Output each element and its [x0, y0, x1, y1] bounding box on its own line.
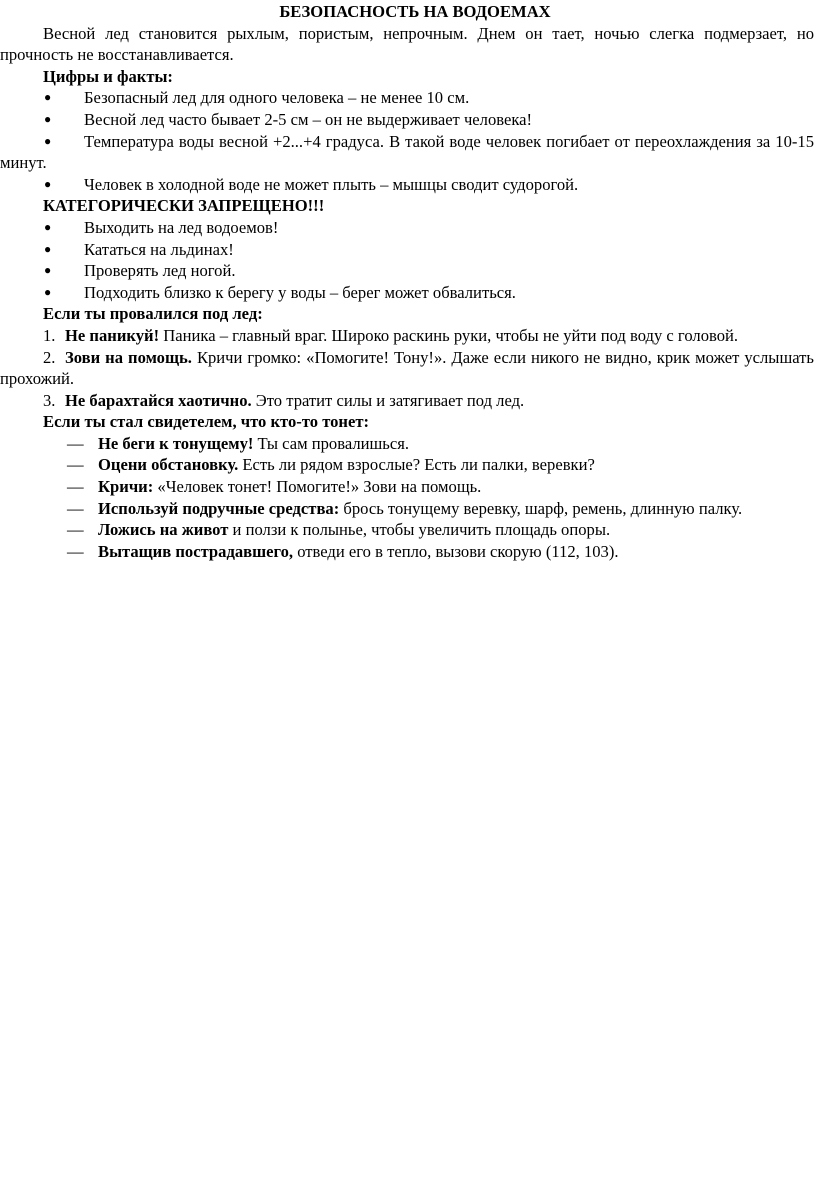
- forbidden-list: [0, 217, 816, 303]
- list-item: ● Человек в холодной воде не может плыть – мышцы сводит судорогой.: [44, 174, 579, 194]
- list-item: 2. Зови на помощь. Кричи громко: «Помогите! Тону!». Даже если никого не видно, крик может услышать прохожий.: [0, 347, 814, 389]
- dash-marker: —: [67, 477, 84, 497]
- witness-heading: Если ты стал свидетелем, что кто-то тонет:: [43, 412, 370, 432]
- fell-through-heading: Если ты провалился под лед:: [43, 304, 263, 324]
- list-item: 1. Не паникуй! Паника – главный враг. Широко раскинь руки, чтобы не уйти под воду с головой.: [43, 325, 739, 345]
- dash-marker: —: [67, 541, 84, 561]
- witness-list: [0, 433, 816, 563]
- facts-list: [0, 87, 816, 195]
- list-item: — Не беги к тонущему! Ты сам провалишься.: [67, 433, 409, 453]
- list-item: ● Весной лед часто бывает 2-5 см – он не выдерживает человека!: [44, 109, 533, 129]
- list-item: — Оцени обстановку. Есть ли рядом взрослые? Есть ли палки, веревки?: [67, 455, 595, 475]
- list-item: ● Температура воды весной +2...+4 градуса. В такой воде человек погибает от переохлаждения за 10-15 минут.: [0, 131, 814, 173]
- list-item: — Используй подручные средства: брось тонущему веревку, шарф, ремень, длинную палку.: [67, 498, 743, 518]
- dash-marker: —: [67, 455, 84, 475]
- list-item: ● Безопасный лед для одного человека – не менее 10 см.: [44, 88, 470, 108]
- dash-marker: —: [67, 520, 84, 540]
- dash-marker: —: [67, 433, 84, 453]
- fell-through-list: [0, 325, 816, 411]
- list-item: ● Кататься на льдинах!: [44, 239, 234, 259]
- list-item: ● Проверять лед ногой.: [44, 261, 236, 281]
- bullet-icon: ●: [44, 241, 52, 256]
- dash-marker: —: [67, 498, 84, 518]
- list-item: — Ложись на живот и ползи к полынье, чтобы увеличить площадь опоры.: [67, 520, 611, 540]
- page-title: БЕЗОПАСНОСТЬ НА ВОДОЕМАХ: [279, 2, 551, 21]
- bullet-icon: ●: [44, 176, 52, 191]
- bullet-icon: ●: [44, 90, 52, 105]
- list-item: — Вытащив пострадавшего, отведи его в тепло, вызови скорую (112, 103).: [67, 541, 619, 561]
- list-item: ● Выходить на лед водоемов!: [44, 217, 279, 237]
- forbidden-heading: КАТЕГОРИЧЕСКИ ЗАПРЕЩЕНО!!!: [43, 196, 325, 216]
- bullet-icon: ●: [44, 111, 52, 126]
- bullet-icon: ●: [44, 263, 52, 278]
- bullet-icon: ●: [44, 219, 52, 234]
- intro-paragraph: Весной лед становится рыхлым, пористым, непрочным. Днем он тает, ночью слегка подмерзает, но прочность не восстанавливается.: [0, 23, 814, 65]
- list-item: — Кричи: «Человек тонет! Помогите!» Зови на помощь.: [67, 477, 482, 497]
- facts-heading: Цифры и факты:: [43, 66, 173, 86]
- bullet-icon: ●: [44, 284, 52, 299]
- list-item: 3. Не барахтайся хаотично. Это тратит силы и затягивает под лед.: [43, 390, 525, 410]
- bullet-icon: ●: [44, 133, 52, 148]
- list-item: ● Подходить близко к берегу у воды – берег может обвалиться.: [44, 282, 516, 302]
